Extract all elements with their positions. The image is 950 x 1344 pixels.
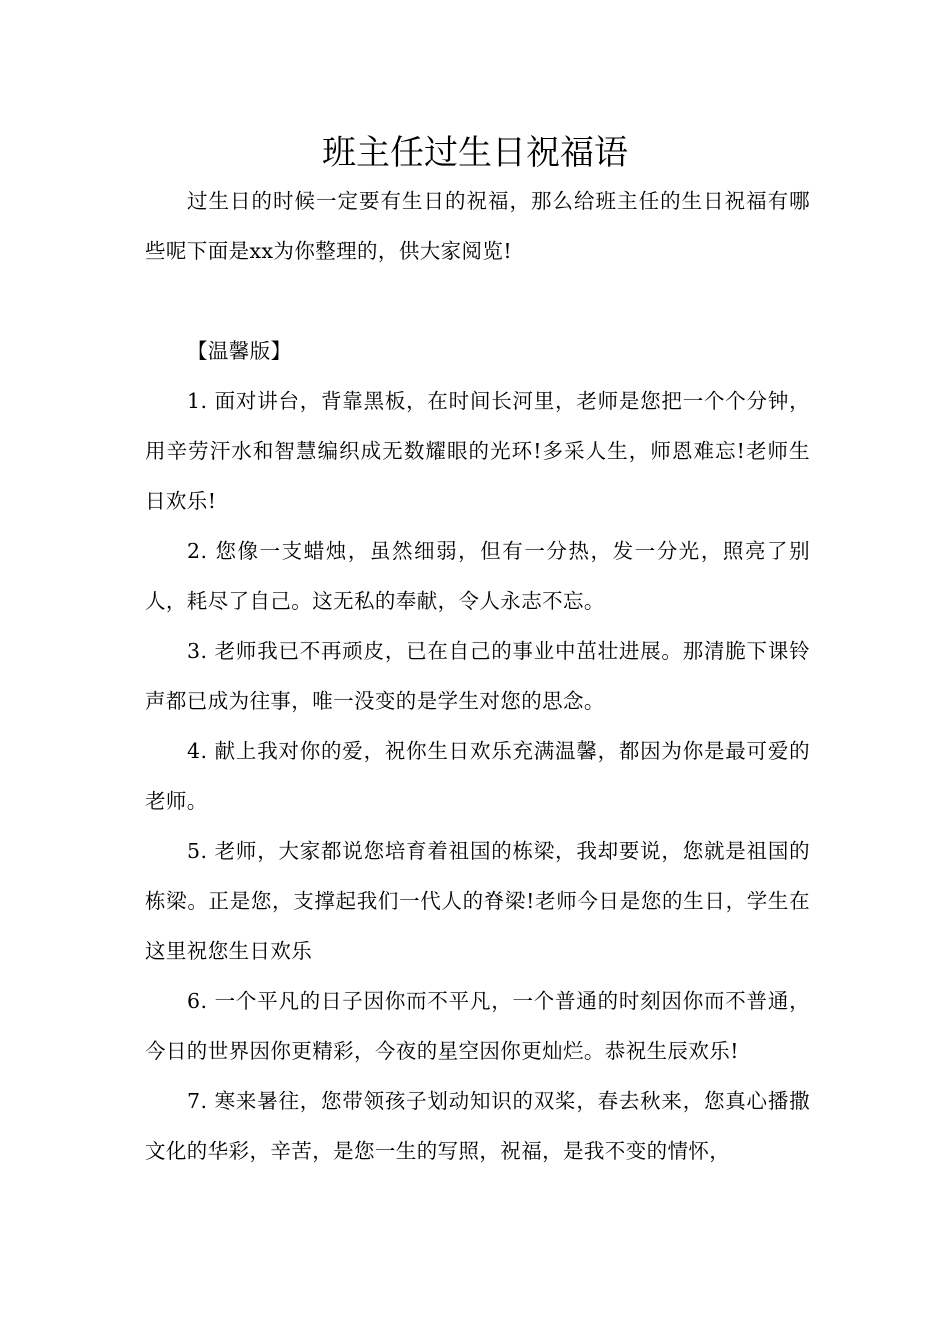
document-title: 班主任过生日祝福语 xyxy=(322,133,628,173)
paragraph-spacer xyxy=(145,276,810,326)
list-item: 3. 老师我已不再顽皮，已在自己的事业中茁壮进展。那清脆下课铃声都已成为往事，唯一没变的是学生对您的思念。 xyxy=(145,639,810,713)
list-item: 5. 老师，大家都说您培育着祖国的栋梁，我却要说，您就是祖国的栋梁。正是您，支撑起我们一代人的脊梁!老师今日是您的生日，学生在这里祝您生日欢乐 xyxy=(145,839,810,963)
list-item: 2. 您像一支蜡烛，虽然细弱，但有一分热，发一分光，照亮了别人，耗尽了自己。这无私的奉献，令人永志不忘。 xyxy=(145,539,810,613)
section-label: 【温馨版】 xyxy=(187,339,292,363)
document-body xyxy=(145,176,810,1176)
list-item: 4. 献上我对你的爱，祝你生日欢乐充满温馨，都因为你是最可爱的老师。 xyxy=(145,739,810,813)
intro-paragraph: 过生日的时候一定要有生日的祝福，那么给班主任的生日祝福有哪些呢下面是xx为你整理的，供大家阅览! xyxy=(145,189,810,263)
list-item: 7. 寒来暑往，您带领孩子划动知识的双桨，春去秋来，您真心播撒文化的华彩，辛苦，是您一生的写照，祝福，是我不变的情怀， xyxy=(145,1089,810,1163)
list-item: 1. 面对讲台，背靠黑板，在时间长河里，老师是您把一个个分钟，用辛劳汗水和智慧编织成无数耀眼的光环!多采人生，师恩难忘!老师生日欢乐! xyxy=(145,389,810,513)
list-item: 6. 一个平凡的日子因你而不平凡，一个普通的时刻因你而不普通，今日的世界因你更精彩，今夜的星空因你更灿烂。恭祝生辰欢乐! xyxy=(145,989,810,1063)
